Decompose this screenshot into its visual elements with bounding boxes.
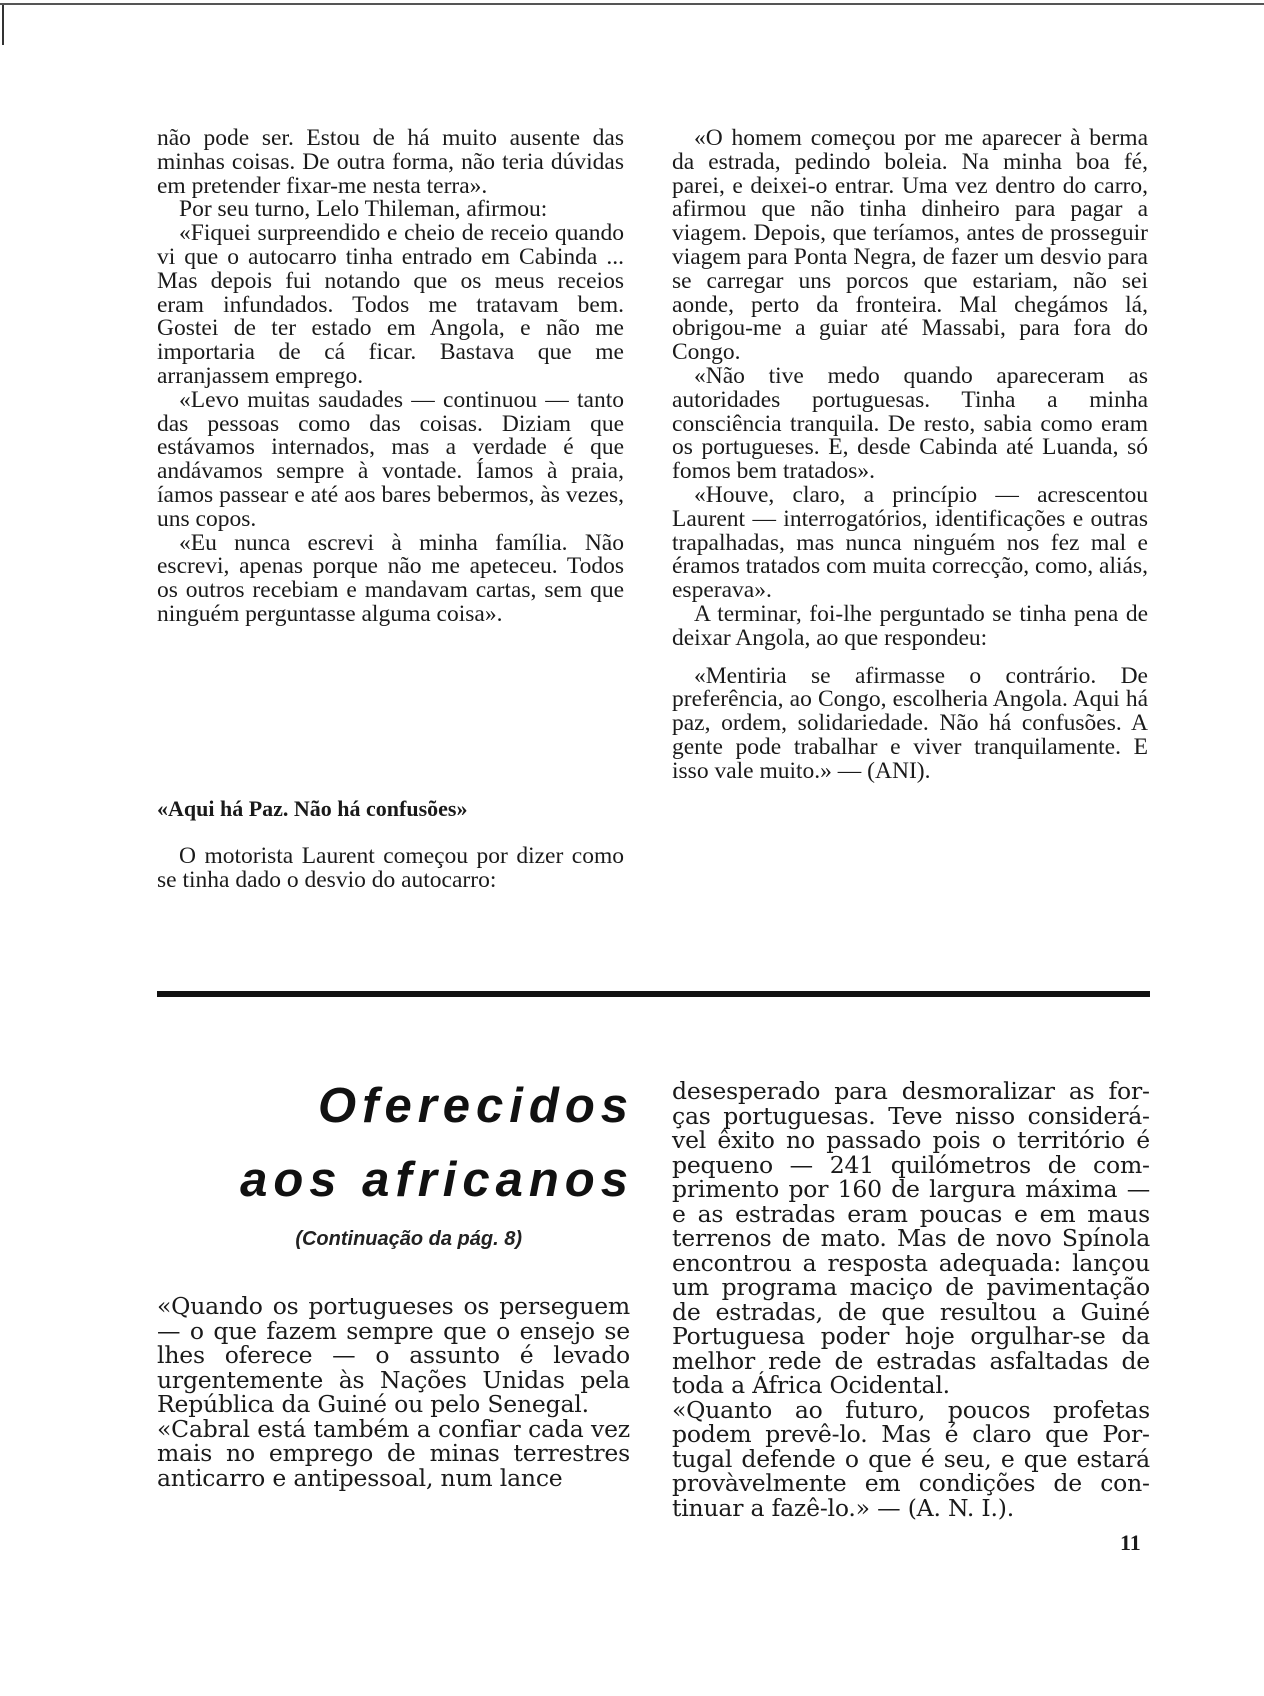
- paragraph: «Não tive medo quando apareceram as autoridades portuguesas. Tinha a minha consciência tranquila. De resto, sabia como eram os portugueses. E, desde Cabinda até Luanda, só fomos bem tratados».: [672, 362, 1148, 485]
- paragraph: «Houve, claro, a princípio — acrescentou Laurent — interrogatórios, identificações e outras trapalhadas, mas nunca ninguém nos fez mal e éramos tratados com muita correcção, como, aliás, esperava».: [672, 481, 1148, 604]
- paragraph: desesperado para desmoralizar as forças portuguesas. Teve nisso considerável êxito no passado pois o território é pequeno — 241 quilómetros de comprimento por 160 de largura máxima — e as estradas eram poucas e em maus terrenos de mato. Mas de novo Spínola encontrou a resposta adequada: lançou um programa maciço de pavimentação de estradas, de que resultou a Guiné Portuguesa poder hoje orgulhar-se da melhor rede de estradas asfaltadas de toda a África Ocidental.: [672, 1077, 1150, 1399]
- headline-line-2: aos africanos: [240, 1153, 634, 1207]
- headline-line-1: Oferecidos: [318, 1079, 634, 1133]
- top-right-column: [672, 127, 1148, 784]
- paragraph: «Quanto ao futuro, poucos profetas podem prevê-lo. Mas é claro que Portugal defende o que é seu, e que estará provàvelmente em condições de continuar a fazê-lo.» — (A. N. I.).: [672, 1395, 1150, 1522]
- paragraph: «Quando os portugueses os perseguem — o que fazem sempre que o ensejo se lhes oferece — o assunto é levado urgentemente às Nações Unidas pela República da Guiné ou pelo Senegal.: [157, 1292, 630, 1418]
- paragraph: «Eu nunca escrevi à minha família. Não escrevi, apenas porque não me apeteceu. Todos os outros recebiam e mandavam cartas, sem que ninguém perguntasse alguma coisa».: [157, 529, 624, 627]
- paragraph: «Levo muitas saudades — continuou — tanto das pessoas como das coisas. Diziam que estávamos internados, mas a verdade é que andávamos sempre à vontade. Íamos à praia, íamos passear e até aos bares bebermos, às vezes, uns copos.: [157, 386, 624, 532]
- bottom-right-column: [672, 1079, 1150, 1520]
- paragraph: A terminar, foi-lhe perguntado se tinha pena de deixar Angola, ao que respondeu:: [672, 600, 1148, 651]
- paragraph: «Cabral está também a confiar cada vez mais no emprego de minas terrestres anticarro e antipessoal, num lance: [157, 1414, 630, 1492]
- paragraph: não pode ser. Estou de há muito ausente das minhas coisas. De outra forma, não teria dúvidas em pretender fixar-me nesta terra».: [157, 125, 624, 199]
- top-left-column-after-subheading: [157, 845, 624, 893]
- top-left-column: [157, 127, 624, 627]
- paragraph: «O homem começou por me aparecer à berma da estrada, pedindo boleia. Na minha boa fé, parei, e deixei-o entrar. Uma vez dentro do carro, afirmou que não tinha dinheiro para pagar a viagem. Depois, que teríamos, antes de prosseguir viagem para Ponta Negra, de fazer um desvio para se carregar uns porcos que estariam, não sei aonde, perto da fronteira. Mal chegámos lá, obrigou-me a guiar até Massabi, para fora do Congo.: [672, 125, 1148, 366]
- paragraph: O motorista Laurent começou por dizer como se tinha dado o desvio do autocarro:: [157, 843, 624, 893]
- section-subheading: «Aqui há Paz. Não há confusões»: [157, 796, 468, 821]
- continuation-note: (Continuação da pág. 8): [295, 1228, 522, 1250]
- bottom-left-column: [157, 1294, 630, 1490]
- left-edge-mark: [2, 5, 4, 45]
- paragraph: «Mentiria se afirmasse o contrário. De preferência, ao Congo, escolheria Angola. Aqui há paz, ordem, solidariedade. Não há confusões. A gente pode trabalhar e viver tranquilamente. E isso vale muito.» — (ANI).: [672, 662, 1148, 784]
- top-border-line: [0, 3, 1264, 5]
- section-divider-rule: [157, 991, 1150, 997]
- paragraph: «Fiquei surpreendido e cheio de receio quando vi que o autocarro tinha entrado em Cabinda ... Mas depois fui notando que os meus receios eram infundados. Todos me tratavam bem. Gostei de ter estado em Angola, e não me importaria de cá ficar. Bastava que me arranjassem emprego.: [157, 220, 624, 389]
- page-number: 11: [1120, 1530, 1141, 1555]
- paragraph: Por seu turno, Lelo Thileman, afirmou:: [179, 196, 548, 223]
